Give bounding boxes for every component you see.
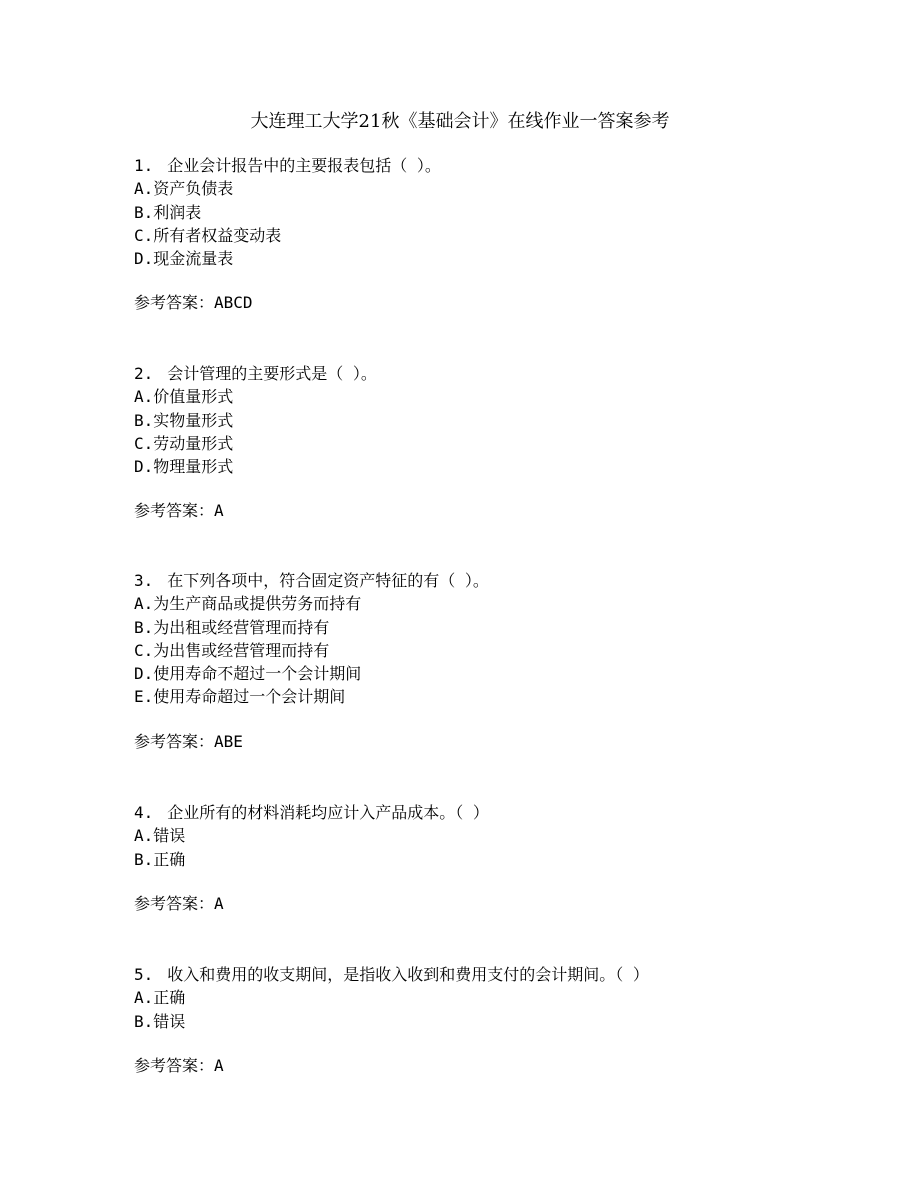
- answer-line: [134, 892, 854, 915]
- question-text: 企业会计报告中的主要报表包括（ ）。: [167, 156, 441, 175]
- option-key: A .: [134, 826, 153, 845]
- option-a: [134, 592, 854, 615]
- option-text: 资产负债表: [153, 179, 234, 199]
- question-5: [134, 963, 854, 1077]
- option-text: 正确: [153, 988, 186, 1008]
- option-text: 为出租或经营管理而持有: [153, 617, 330, 637]
- question-number: 5 .: [134, 965, 153, 984]
- option-a: [134, 986, 854, 1009]
- option-text: 错误: [153, 1011, 186, 1031]
- question-text: 会计管理的主要形式是（ ）。: [167, 364, 377, 383]
- option-key: E .: [134, 687, 153, 706]
- question-3: [134, 569, 854, 753]
- answer-line: [134, 499, 854, 522]
- question-text: 企业所有的材料消耗均应计入产品成本。（ ）: [167, 803, 489, 822]
- option-text: 价值量形式: [153, 387, 234, 407]
- option-b: [134, 848, 854, 871]
- document-title: 大连理工大学21秋《基础会计》在线作业一答案参考: [250, 111, 670, 132]
- answer-label: 参考答案：: [134, 893, 215, 913]
- option-list: [134, 385, 854, 478]
- question-stem: [134, 569, 854, 592]
- option-d: [134, 662, 854, 685]
- option-key: D .: [134, 664, 153, 683]
- option-list: [134, 592, 854, 708]
- option-list: [134, 986, 854, 1033]
- option-key: A .: [134, 594, 153, 613]
- option-key: C .: [134, 641, 153, 660]
- answer-label: 参考答案：: [134, 293, 215, 313]
- option-text: 实物量形式: [153, 410, 234, 430]
- answer-line: [134, 1054, 854, 1077]
- question-text: 收入和费用的收支期间，是指收入收到和费用支付的会计期间。（ ）: [167, 965, 649, 984]
- option-a: [134, 177, 854, 200]
- option-text: 物理量形式: [153, 457, 234, 477]
- question-stem: [134, 801, 854, 824]
- option-c: [134, 224, 854, 247]
- option-key: B .: [134, 618, 153, 637]
- answer-value: ABE: [214, 731, 243, 751]
- option-text: 现金流量表: [153, 249, 234, 269]
- question-stem: [134, 963, 854, 986]
- option-b: [134, 201, 854, 224]
- option-a: [134, 824, 854, 847]
- question-stem: [134, 154, 854, 177]
- question-number: 2 .: [134, 364, 153, 383]
- answer-value: A: [214, 501, 224, 521]
- answer-value: A: [214, 893, 224, 913]
- option-text: 使用寿命不超过一个会计期间: [153, 664, 362, 684]
- question-1: [134, 154, 854, 315]
- answer-label: 参考答案：: [134, 1055, 215, 1075]
- question-number: 1 .: [134, 156, 153, 175]
- answer-value: ABCD: [214, 293, 253, 313]
- answer-line: [134, 730, 854, 753]
- option-b: [134, 1010, 854, 1033]
- option-text: 错误: [153, 826, 186, 846]
- option-c: [134, 432, 854, 455]
- option-d: [134, 455, 854, 478]
- option-text: 劳动量形式: [153, 433, 234, 453]
- option-d: [134, 247, 854, 270]
- option-key: B .: [134, 203, 153, 222]
- option-a: [134, 385, 854, 408]
- question-4: [134, 801, 854, 915]
- option-list: [134, 177, 854, 270]
- option-b: [134, 616, 854, 639]
- option-key: B .: [134, 411, 153, 430]
- option-key: D .: [134, 457, 153, 476]
- answer-label: 参考答案：: [134, 501, 215, 521]
- question-2: [134, 362, 854, 523]
- option-text: 正确: [153, 849, 186, 869]
- option-text: 为出售或经营管理而持有: [153, 640, 330, 660]
- option-text: 所有者权益变动表: [153, 225, 282, 245]
- option-text: 利润表: [153, 202, 202, 222]
- question-text: 在下列各项中，符合固定资产特征的有（ ）。: [167, 571, 489, 590]
- option-key: C .: [134, 434, 153, 453]
- option-key: B .: [134, 850, 153, 869]
- option-key: A .: [134, 179, 153, 198]
- option-key: A .: [134, 387, 153, 406]
- option-key: B .: [134, 1012, 153, 1031]
- answer-label: 参考答案：: [134, 731, 215, 751]
- answer-line: [134, 291, 854, 314]
- option-text: 使用寿命超过一个会计期间: [153, 687, 346, 707]
- option-list: [134, 824, 854, 871]
- option-key: C .: [134, 226, 153, 245]
- option-c: [134, 639, 854, 662]
- option-key: A .: [134, 988, 153, 1007]
- question-number: 4 .: [134, 803, 153, 822]
- option-e: [134, 685, 854, 708]
- question-number: 3 .: [134, 571, 153, 590]
- answer-value: A: [214, 1055, 224, 1075]
- option-text: 为生产商品或提供劳务而持有: [153, 594, 362, 614]
- question-stem: [134, 362, 854, 385]
- option-b: [134, 409, 854, 432]
- option-key: D .: [134, 249, 153, 268]
